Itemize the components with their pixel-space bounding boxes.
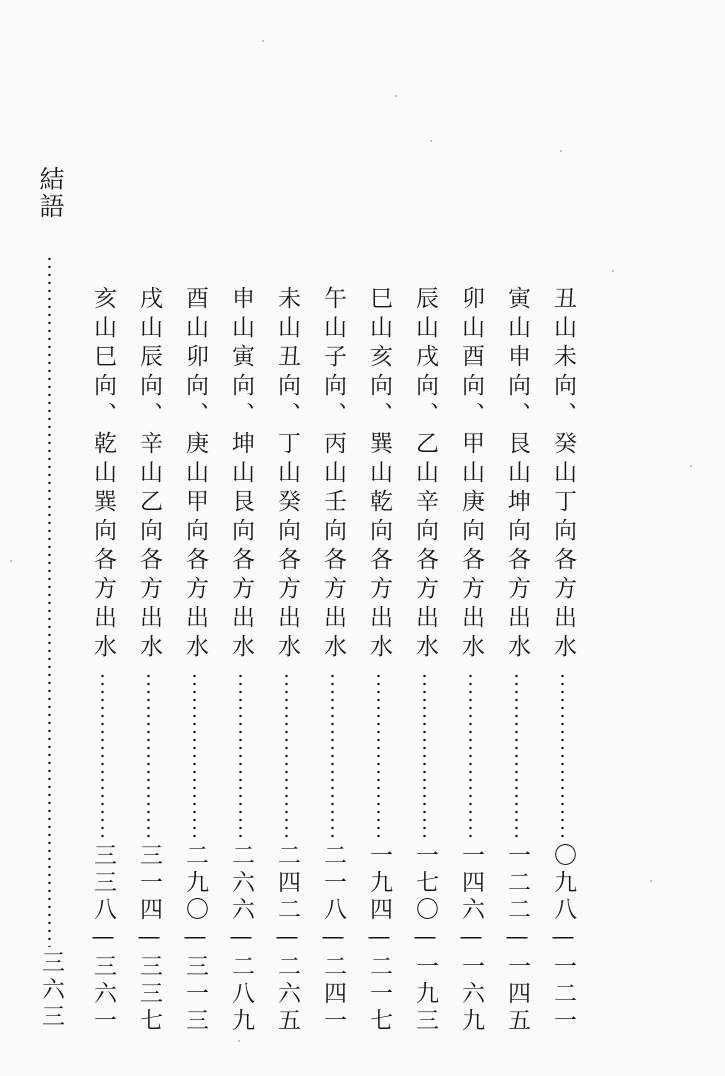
toc-entry-page: 三一四—三三七 (136, 843, 162, 1035)
toc-entry-page: 二九〇—三一三 (182, 843, 208, 1035)
paper-speck (560, 150, 562, 152)
dot-leader (193, 672, 196, 840)
toc-entry-title: 巳山亥向、巽山乾向各方出水 (366, 286, 392, 663)
toc-entry-page: 一二二—一四五 (504, 843, 530, 1035)
toc-entry-page: 三三八—三六一 (90, 843, 116, 1035)
toc-entry-page: 二四二—二六五 (274, 843, 300, 1035)
paper-speck (395, 95, 397, 97)
toc-entry-title: 丑山未向、癸山丁向各方出水 (550, 286, 576, 663)
toc-entry-page: 二六六—二八九 (228, 843, 254, 1035)
toc-entry-page: 一九四—二一七 (366, 843, 392, 1035)
toc-entry-title: 酉山卯向、庚山甲向各方出水 (182, 286, 208, 663)
paper-speck (10, 560, 12, 562)
toc-entry-title: 亥山巳向、乾山巽向各方出水 (90, 286, 116, 663)
dot-leader (285, 672, 288, 840)
paper-speck (650, 880, 652, 882)
dot-leader (515, 672, 518, 840)
dot-leader (101, 672, 104, 840)
paper-speck (238, 1040, 240, 1042)
toc-entry-title: 辰山戌向、乙山辛向各方出水 (412, 286, 438, 663)
toc-entry-title: 戌山辰向、辛山乙向各方出水 (136, 286, 162, 663)
conclusion-title: 結語 (36, 166, 65, 220)
dot-leader (377, 672, 380, 840)
toc-entry-title: 申山寅向、坤山艮向各方出水 (228, 286, 254, 663)
paper-speck (690, 465, 692, 467)
conclusion-page: 三六三 (38, 950, 64, 1031)
toc-entry-page: 〇九八—一二一 (550, 843, 576, 1035)
toc-entry-title: 卯山酉向、甲山庚向各方出水 (458, 286, 484, 663)
toc-entry-page: 一七〇—一九三 (412, 843, 438, 1035)
paper-speck (430, 140, 432, 142)
toc-entry-title: 寅山申向、艮山坤向各方出水 (504, 286, 530, 663)
dot-leader (469, 672, 472, 840)
dot-leader (239, 672, 242, 840)
dot-leader (423, 672, 426, 840)
toc-entry-page: 一四六—一六九 (458, 843, 484, 1035)
toc-entry-title: 未山丑向、丁山癸向各方出水 (274, 286, 300, 663)
dot-leader (147, 672, 150, 840)
dot-leader (331, 672, 334, 840)
dot-leader (561, 672, 564, 840)
toc-entry-page: 二一八—二四一 (320, 843, 346, 1035)
dot-leader (48, 255, 51, 947)
toc-entry-title: 午山子向、丙山壬向各方出水 (320, 286, 346, 663)
paper-speck (612, 270, 614, 272)
paper-speck (262, 40, 264, 42)
